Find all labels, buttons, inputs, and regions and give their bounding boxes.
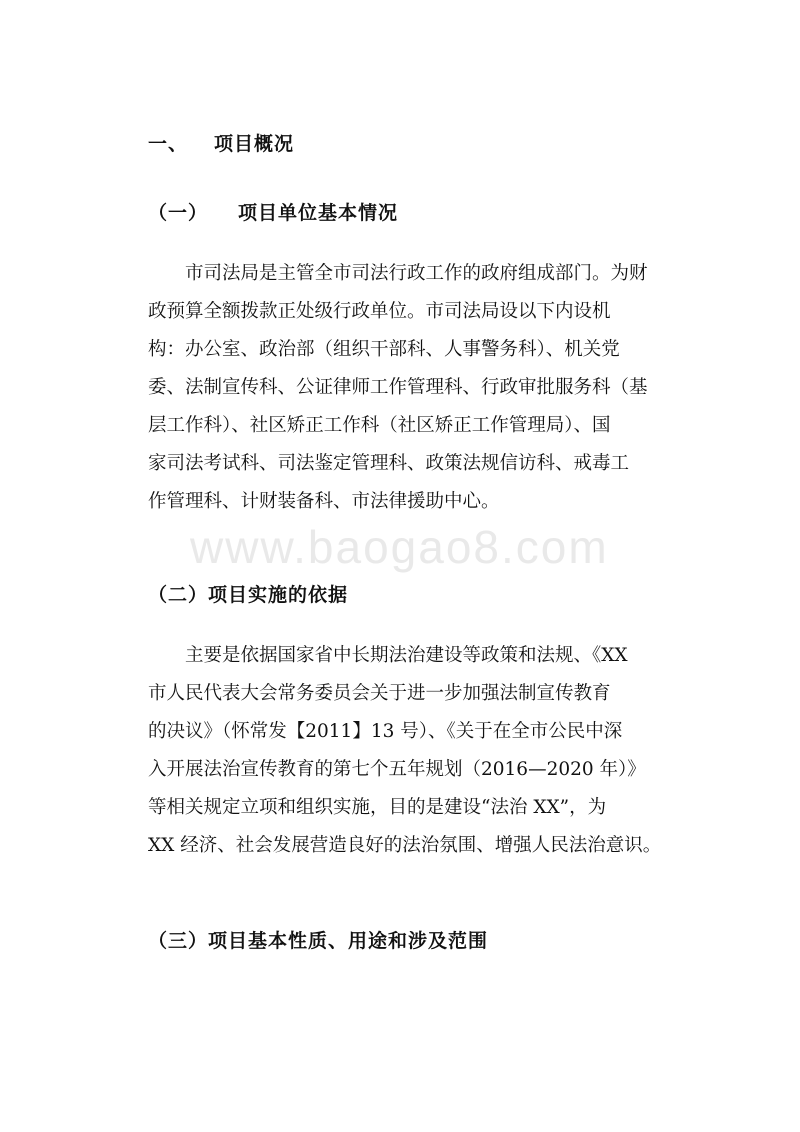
subsection-heading-nature-scope: （三）项目基本性质、用途和涉及范围 bbox=[148, 930, 489, 952]
text-line: 作管理科、计财装备科、市法律援助中心。 bbox=[148, 491, 500, 512]
subsection-heading-unit-info bbox=[148, 198, 398, 225]
text-line: 的决议》（怀常发【2011】13 号）、《关于在全市公民中深 bbox=[148, 721, 623, 742]
text-line: 市司法局是主管全市司法行政工作的政府组成部门。为财 bbox=[148, 263, 648, 284]
section-number: 一、 bbox=[148, 133, 189, 155]
text-line: 市人民代表大会常务委员会关于进一步加强法制宣传教育 bbox=[148, 683, 611, 704]
text-line: 等相关规定立项和组织实施，目的是建设“法治 XX”，为 bbox=[148, 797, 607, 818]
text-line: 政预算全额拨款正处级行政单位。市司法局设以下内设机 bbox=[148, 301, 611, 322]
text-line: 层工作科）、社区矫正工作科（社区矫正工作管理局）、国 bbox=[148, 415, 611, 436]
text-line: 主要是依据国家省中长期法治建设等政策和法规、《XX bbox=[148, 645, 628, 666]
text-line: 入开展法治宣传教育的第七个五年规划（2016—2020 年）》 bbox=[148, 759, 646, 780]
text-line: 委、法制宣传科、公证律师工作管理科、行政审批服务科（基 bbox=[148, 377, 648, 398]
text-line: XX 经济、社会发展营造良好的法治氛围、增强人民法治意识。 bbox=[148, 835, 662, 856]
section-heading-overview bbox=[148, 129, 294, 156]
paragraph-basis bbox=[148, 637, 661, 865]
text-line: 构：办公室、政治部（组织干部科、人事警务科）、机关党 bbox=[148, 339, 620, 360]
subsection-number: （一） bbox=[148, 202, 209, 224]
subsection-title: 项目单位基本情况 bbox=[238, 202, 399, 224]
section-title: 项目概况 bbox=[214, 133, 295, 155]
subsection-heading-basis: （二）项目实施的依据 bbox=[148, 584, 349, 606]
watermark: www.baogao8.com bbox=[190, 521, 609, 573]
text-line: 家司法考试科、司法鉴定管理科、政策法规信访科、戒毒工 bbox=[148, 453, 630, 474]
paragraph-unit-info bbox=[148, 255, 648, 521]
